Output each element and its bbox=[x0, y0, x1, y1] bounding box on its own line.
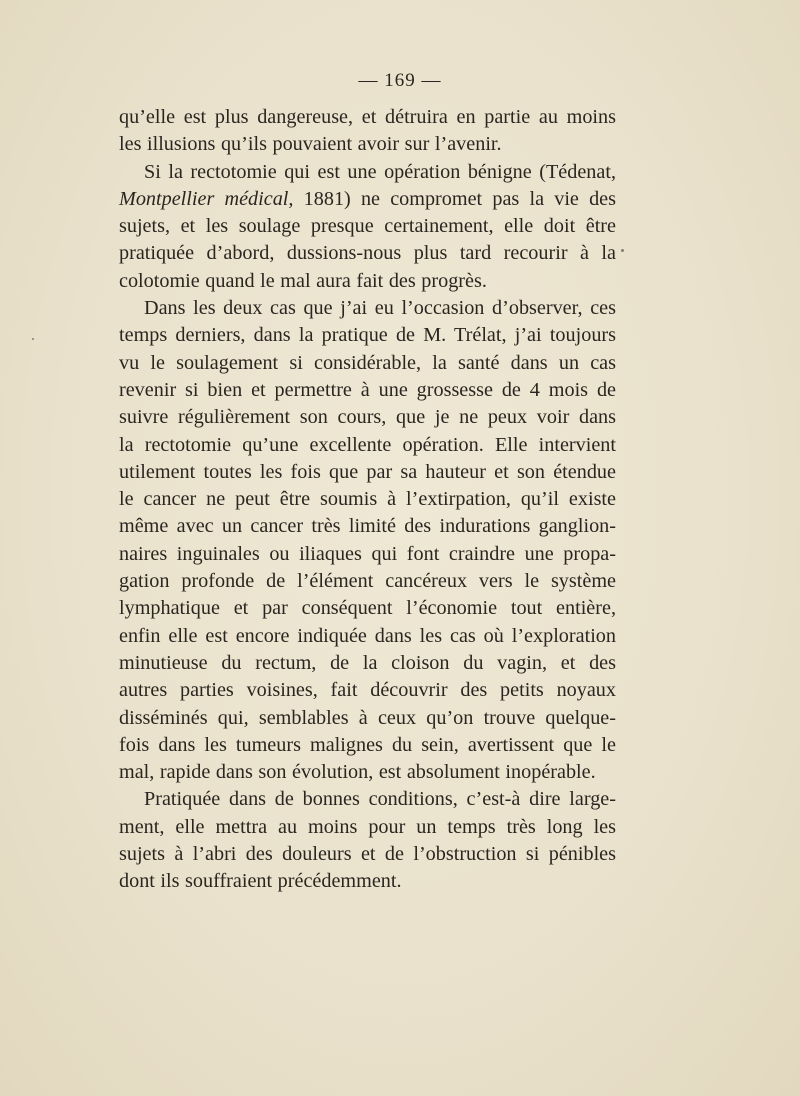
text-line: Si la rectotomie qui est une opération bénigne (Tédenat, bbox=[144, 160, 616, 183]
text-line: sujets à l’abri des douleurs et de l’obstruction si pénibles bbox=[119, 843, 616, 866]
text-line: ment, elle mettra au moins pour un temps très long les bbox=[119, 815, 616, 838]
text-line: fois dans les tumeurs malignes du sein, avertissent que le bbox=[119, 733, 616, 756]
paragraph bbox=[119, 159, 616, 295]
ink-speck bbox=[621, 249, 624, 252]
citation-title: Montpellier médical, bbox=[119, 187, 294, 210]
text-line: les illusions qu’ils pouvaient avoir sur l’avenir. bbox=[119, 133, 502, 156]
text-line: Pratiquée dans de bonnes conditions, c’est-à dire large- bbox=[144, 788, 616, 811]
text-line: la rectotomie qu’une excellente opération. Elle intervient bbox=[119, 433, 616, 456]
text-line: temps derniers, dans la pratique de M. Trélat, j’ai toujours bbox=[119, 324, 616, 347]
text-line: enfin elle est encore indiquée dans les cas où l’exploration bbox=[119, 624, 616, 647]
text-line: dont ils souffraient précédemment. bbox=[119, 870, 402, 893]
text-line: lymphatique et par conséquent l’économie tout entière, bbox=[119, 597, 616, 620]
paragraph bbox=[119, 786, 616, 895]
text-line: minutieuse du rectum, de la cloison du vagin, et des bbox=[119, 651, 616, 674]
text-line: naires inguinales ou iliaques qui font craindre une propa- bbox=[119, 542, 616, 565]
text-line: vu le soulagement si considérable, la santé dans un cas bbox=[119, 351, 616, 374]
text-line: le cancer ne peut être soumis à l’extirpation, qu’il existe bbox=[119, 488, 616, 511]
text-line: disséminés qui, semblables à ceux qu’on trouve quelque- bbox=[119, 706, 616, 729]
paragraph bbox=[119, 295, 616, 786]
paragraph bbox=[119, 104, 616, 159]
body-text bbox=[119, 104, 616, 896]
text-line: Montpellier médical, 1881) ne compromet pas la vie des bbox=[119, 187, 616, 210]
text-line: Dans les deux cas que j’ai eu l’occasion d’observer, ces bbox=[144, 297, 616, 320]
text-line: gation profonde de l’élément cancéreux vers le système bbox=[119, 570, 616, 593]
text-line: même avec un cancer très limité des indurations ganglion- bbox=[119, 515, 616, 538]
text-line: revenir si bien et permettre à une grossesse de 4 mois de bbox=[119, 378, 616, 401]
text-line: sujets, et les soulage presque certainement, elle doit être bbox=[119, 215, 616, 238]
text-line: suivre régulièrement son cours, que je ne peux voir dans bbox=[119, 406, 616, 429]
text-line: utilement toutes les fois que par sa hauteur et son étendue bbox=[119, 460, 616, 483]
text-line: mal, rapide dans son évolution, est absolument inopérable. bbox=[119, 761, 596, 784]
text-line: autres parties voisines, fait découvrir des petits noyaux bbox=[119, 679, 616, 702]
text-line: qu’elle est plus dangereuse, et détruira en partie au moins bbox=[119, 106, 616, 128]
text-line: pratiquée d’abord, dussions-nous plus tard recourir à la bbox=[119, 242, 616, 265]
text-line: colotomie quand le mal aura fait des progrès. bbox=[119, 269, 487, 292]
ink-speck bbox=[32, 338, 34, 340]
page-number: — 169 — bbox=[358, 70, 442, 91]
